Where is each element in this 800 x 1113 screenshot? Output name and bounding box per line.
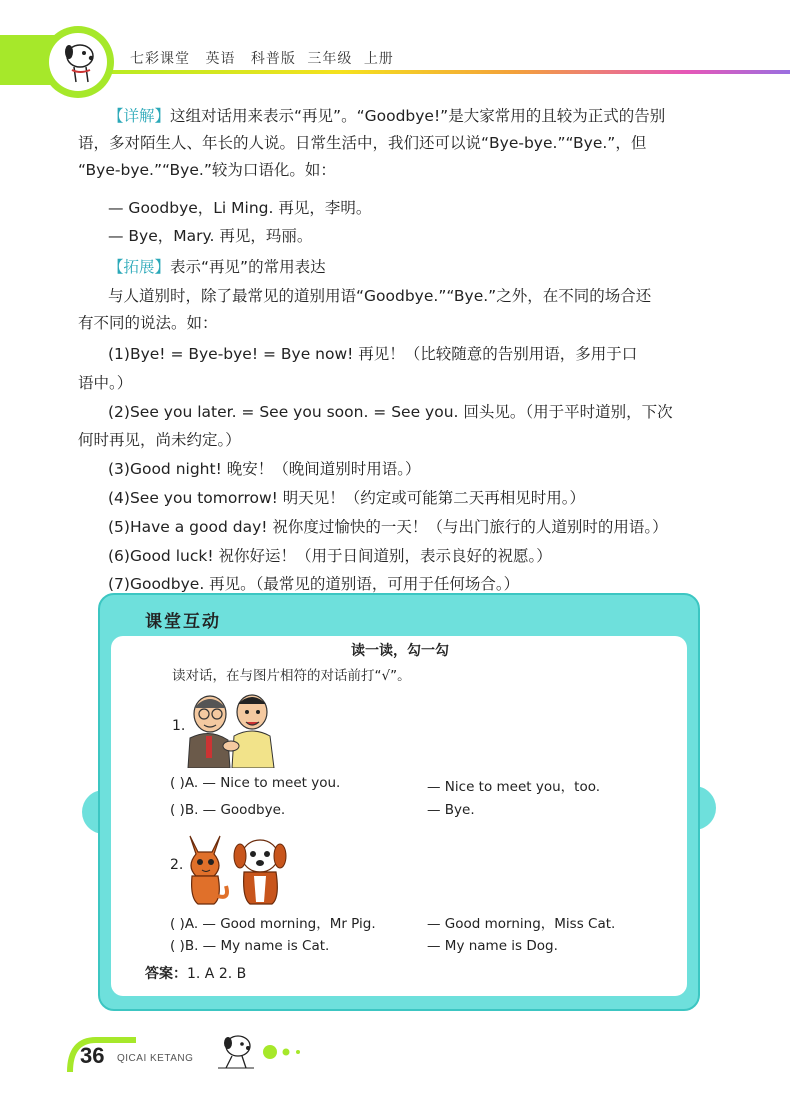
extend-tag: 【拓展】 xyxy=(108,258,171,276)
option-row: ( )B. — Goodbye. — Bye. xyxy=(170,802,475,818)
edition-name: 科普版 xyxy=(250,51,296,67)
list-item-continued: 语中。） xyxy=(78,373,133,392)
dog-mascot-icon xyxy=(218,1036,254,1068)
question-number: 1. xyxy=(172,718,186,734)
series-name: 七彩课堂 xyxy=(130,51,190,67)
explain-tag: 【详解】 xyxy=(108,107,171,125)
answer-line: 答案：1. A 2. B xyxy=(145,966,247,982)
page-number: 36 xyxy=(80,1043,105,1068)
list-item: (1)Bye! = Bye-bye! = Bye now! 再见！（比较随意的告别用语，多用于口 xyxy=(108,345,638,363)
question-number: 2. xyxy=(170,857,184,873)
list-item: (4)See you tomorrow! 明天见！（约定或可能第二天再相见时用。） xyxy=(108,488,586,507)
cat-and-dog-picture xyxy=(180,826,290,906)
list-item: (3)Good night! 晚安！（晚间道别时用语。） xyxy=(108,460,421,479)
example-line: — Goodbye，Li Ming. 再见，李明。 xyxy=(108,199,372,217)
list-item: (7)Goodbye. 再见。（最常见的道别语，可用于任何场合。） xyxy=(108,575,520,594)
example-line: — Bye，Mary. 再见，玛丽。 xyxy=(108,227,313,245)
list-item: (6)Good luck! 祝你好运！（用于日间道别，表示良好的祝愿。） xyxy=(108,546,552,565)
footer-mascot xyxy=(208,1030,328,1074)
explanation-paragraph: 【详解】这组对话用来表示“再见”。“Goodbye!”是大家常用的且较为正式的告别 语，多对陌生人、年长的人说。日常生活中，我们还可以说“Bye-bye.”“Bye.”，但 “Bye-bye.”“Bye.”较为口语化。如： xyxy=(78,107,666,179)
list-item: (2)See you later. = See you soon. = See you. 回头见。（用于平时道别，下次 xyxy=(108,402,673,421)
list-item: (5)Have a good day! 祝你度过愉快的一天！（与出门旅行的人道别时的用语。） xyxy=(108,517,668,536)
subject-name: 英语 xyxy=(205,51,236,67)
footer-brand: QICAI KETANG xyxy=(117,1053,194,1064)
list-item-continued: 何时再见，尚未约定。） xyxy=(78,431,241,450)
activity-instruction: 读对话，在与图片相符的对话前打“√”。 xyxy=(172,668,411,684)
header-title xyxy=(130,48,404,68)
men-shaking-hands-picture xyxy=(180,688,280,768)
volume-name: 上册 xyxy=(363,51,394,67)
grade-name: 三年级 xyxy=(307,51,353,67)
activity-subtitle: 读一读，勾一勾 xyxy=(351,643,449,659)
activity-title: 课堂互动 xyxy=(145,612,221,632)
page-header xyxy=(0,0,800,110)
extension-heading: 【拓展】表示“再见”的常用表达 xyxy=(108,258,326,276)
extension-paragraph: 与人道别时，除了最常见的道别用语“Goodbye.”“Bye.”之外，在不同的场合还 有不同的说法。如： xyxy=(78,287,652,332)
option-row: ( )A. — Good morning，Mr Pig. — Good morning，Miss Cat. xyxy=(170,916,616,932)
option-row: ( )B. — My name is Cat. — My name is Dog. xyxy=(170,938,558,954)
expression-list xyxy=(78,340,728,599)
option-row: ( )A. — Nice to meet you. — Nice to meet you，too. xyxy=(170,775,601,795)
